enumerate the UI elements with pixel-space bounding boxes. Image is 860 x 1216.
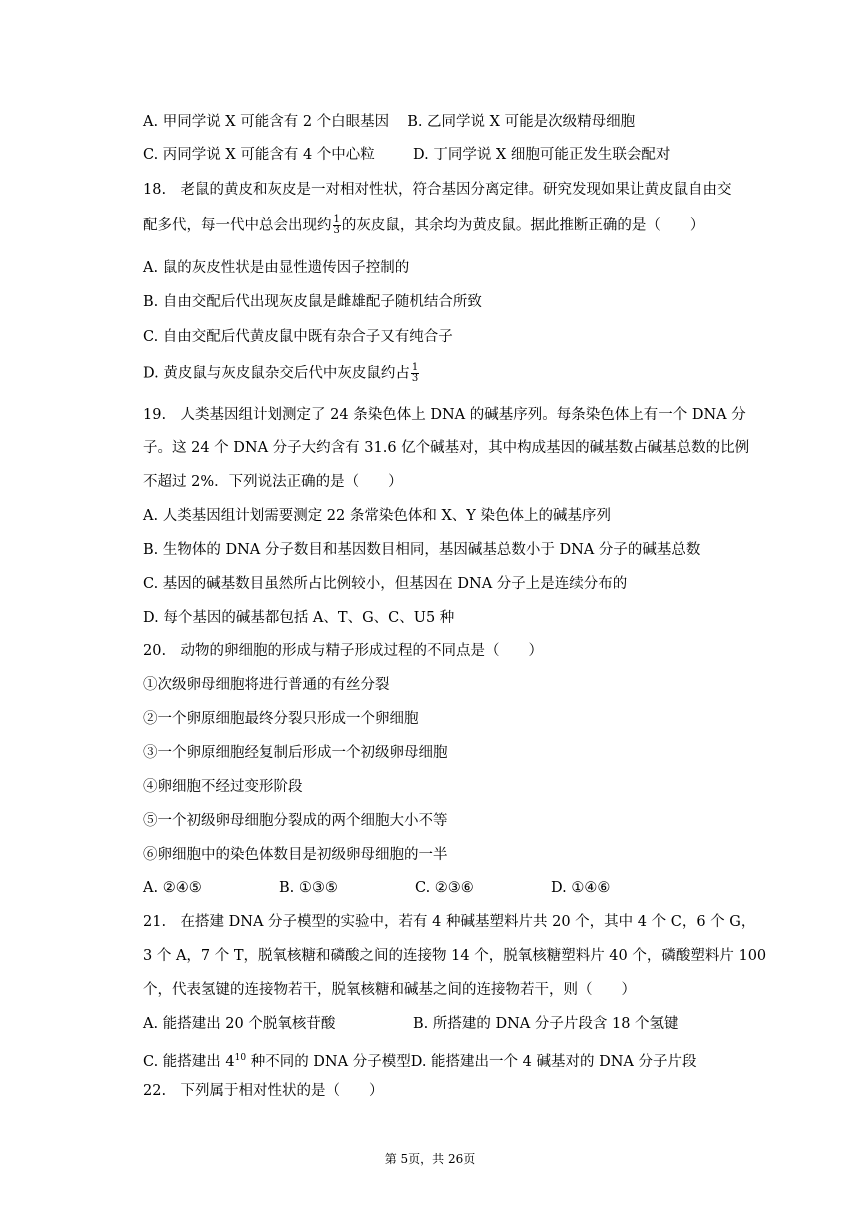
q19-stem-line-2: 子。这 24 个 DNA 分子大约含有 31.6 亿个碱基对，其中构成基因的碱基数占碱基总数的比例 <box>143 440 750 456</box>
q21-options-row-1 <box>143 1014 679 1034</box>
q20-option-b: B. ①③⑤ <box>279 880 338 896</box>
q18-fraction: $\frac{1}{3}$ <box>333 214 340 236</box>
q19-stem-line-3: 不超过 2%．下列说法正确的是（ ） <box>143 474 403 490</box>
q21-option-d: D. 能搭建出一个 4 碱基对的 DNA 分子片段 <box>410 1053 697 1070</box>
q21-stem-line-2: 3 个 A，7 个 T，脱氧核糖和磷酸之间的连接物 14 个，脱氧核糖塑料片 40 个，磷酸塑料片 100 <box>143 948 767 964</box>
q17-option-a: A. 甲同学说 X 可能含有 2 个白眼基因 <box>143 114 390 130</box>
q17-option-b: B. 乙同学说 X 可能是次级精母细胞 <box>407 114 636 130</box>
q20-item-5: ⑤一个初级卵母细胞分裂成的两个细胞大小不等 <box>143 813 448 829</box>
page-footer: 第 5页，共 26页 <box>384 1152 476 1166</box>
q19-option-c: C. 基因的碱基数目虽然所占比例较小，但基因在 DNA 分子上是连续分布的 <box>143 576 628 592</box>
q18-stem-line-1: 18. 老鼠的黄皮和灰皮是一对相对性状，符合基因分离定律。研究发现如果让黄皮鼠自由交 <box>143 182 732 198</box>
q20-item-4: ④卵细胞不经过变形阶段 <box>143 779 303 795</box>
q19-option-d: D. 每个基因的碱基都包括 A、T、G、C、U5 种 <box>143 610 455 626</box>
q18-stem-line-2 <box>143 215 704 236</box>
q20-option-d: D. ①④⑥ <box>551 880 611 896</box>
q20-option-c: C. ②③⑥ <box>415 880 474 896</box>
q20-item-1: ①次级卵母细胞将进行普通的有丝分裂 <box>143 677 390 693</box>
q20-item-3: ③一个卵原细胞经复制后形成一个初级卵母细胞 <box>143 745 448 761</box>
q20-options-row <box>143 878 610 898</box>
q21-stem-line-3: 个，代表氢键的连接物若干，脱氧核糖和碱基之间的连接物若干，则（ ） <box>143 982 636 998</box>
q21-option-b: B. 所搭建的 DNA 分子片段含 18 个氢键 <box>413 1016 679 1032</box>
q20-item-2: ②一个卵原细胞最终分裂只形成一个卵细胞 <box>143 711 419 727</box>
q17-option-d: D. 丁同学说 X 细胞可能正发生联会配对 <box>413 147 671 163</box>
q18-stem-text: 配多代，每一代中总会出现约 <box>143 217 332 234</box>
q22-stem: 22. 下列属于相对性状的是（ ） <box>143 1083 384 1099</box>
q18-option-a: A. 鼠的灰皮性状是由显性遗传因子控制的 <box>143 260 410 276</box>
q21-option-a: A. 能搭建出 20 个脱氧核苷酸 <box>143 1016 336 1032</box>
q17-option-c: C. 丙同学说 X 可能含有 4 个中心粒 <box>143 147 375 163</box>
q18-option-d: D. 黄皮鼠与灰皮鼠杂交后代中灰皮鼠约占 $\frac{1}{3}$ <box>143 362 419 384</box>
q21-option-c: C. 能搭建出 $4^{10}$ 种不同的 DNA 分子模型 <box>143 1053 411 1070</box>
q19-option-a: A. 人类基因组计划需要测定 22 条常染色体和 X、Y 染色体上的碱基序列 <box>143 508 611 524</box>
q20-stem: 20. 动物的卵细胞的形成与精子形成过程的不同点是（ ） <box>143 643 544 659</box>
q18-stem-text-end: 的灰皮鼠，其余均为黄皮鼠。据此推断正确的是（ ） <box>341 217 705 234</box>
q21-stem-line-1: 21. 在搭建 DNA 分子模型的实验中，若有 4 种碱基塑料片共 20 个，其中 4 个 C，6 个 G， <box>143 914 756 930</box>
q18-option-c: C. 自由交配后代黄皮鼠中既有杂合子又有纯合子 <box>143 329 453 345</box>
q17-options-row-1 <box>143 112 635 132</box>
q21-options-row-2 <box>143 1048 697 1072</box>
q18-option-d-fraction: $\frac{1}{3}$ <box>411 362 419 384</box>
q19-stem-line-1: 19. 人类基因组计划测定了 24 条染色体上 DNA 的碱基序列。每条染色体上有一个 DNA 分 <box>143 407 746 423</box>
q19-option-b: B. 生物体的 DNA 分子数目和基因数目相同，基因碱基总数小于 DNA 分子的碱基总数 <box>143 542 701 558</box>
q20-item-6: ⑥卵细胞中的染色体数目是初级卵母细胞的一半 <box>143 847 448 863</box>
q18-option-b: B. 自由交配后代出现灰皮鼠是雌雄配子随机结合所致 <box>143 294 482 310</box>
q20-option-a: A. ②④⑤ <box>143 880 202 896</box>
q17-options-row-2 <box>143 145 670 165</box>
